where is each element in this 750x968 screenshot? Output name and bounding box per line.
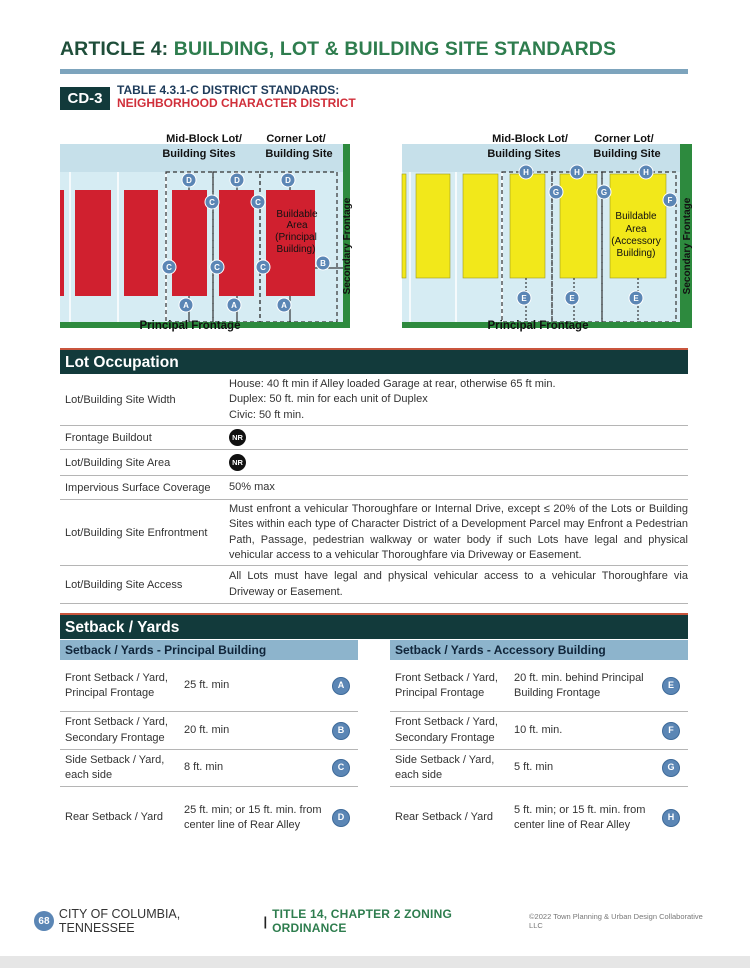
article-name: BUILDING, LOT & BUILDING SITE STANDARDS bbox=[168, 38, 617, 60]
table-row bbox=[390, 712, 688, 750]
buildable-label-4: Building) bbox=[616, 248, 656, 259]
row-value bbox=[226, 375, 688, 425]
marker-f bbox=[663, 193, 677, 207]
row-label: Front Setback / Yard, Principal Frontage bbox=[395, 671, 498, 699]
row-label: Side Setback / Yard, each side bbox=[395, 753, 495, 781]
mid-block-label-1: Mid-Block Lot/ bbox=[166, 133, 242, 145]
article-prefix: ARTICLE 4: bbox=[60, 38, 169, 60]
svg-text:E: E bbox=[521, 294, 527, 303]
marker-d-1 bbox=[182, 173, 196, 187]
row-value bbox=[226, 450, 688, 475]
letter-marker: E bbox=[662, 677, 680, 695]
nr-badge: NR bbox=[229, 454, 246, 471]
row-value: 50% max bbox=[229, 480, 275, 493]
svg-text:E: E bbox=[569, 294, 575, 303]
svg-text:H: H bbox=[574, 168, 580, 177]
buildable-label-2: Area bbox=[286, 220, 308, 231]
letter-marker: H bbox=[662, 809, 680, 827]
row-label: Side Setback / Yard, each side bbox=[65, 753, 165, 781]
mid-block-label-2: Building Sites bbox=[162, 148, 236, 160]
row-label: Lot/Building Site Access bbox=[65, 578, 183, 591]
row-value: 25 ft. min bbox=[184, 679, 230, 692]
mid-block-label-1: Mid-Block Lot/ bbox=[492, 133, 568, 145]
row-label: Front Setback / Yard, Secondary Frontage bbox=[395, 716, 498, 744]
table-title bbox=[117, 84, 356, 110]
marker-a-2 bbox=[227, 298, 241, 312]
row-value: 25 ft. min; or 15 ft. min. from center line of Rear Alley bbox=[184, 803, 322, 831]
letter-marker: B bbox=[332, 722, 350, 740]
page-number: 68 bbox=[34, 911, 54, 931]
marker-g-2 bbox=[597, 185, 611, 199]
principal-setback-header: Setback / Yards - Principal Building bbox=[60, 640, 358, 660]
lot-occupation-table bbox=[60, 375, 688, 604]
row-label: Lot/Building Site Enfrontment bbox=[65, 526, 208, 539]
svg-text:G: G bbox=[600, 188, 608, 197]
width-duplex: Duplex: 50 ft. min for each unit of Duplex bbox=[229, 393, 428, 406]
svg-text:C: C bbox=[209, 198, 215, 207]
svg-text:A: A bbox=[231, 301, 237, 310]
accessory-building-diagram bbox=[402, 128, 692, 334]
principal-building-diagram bbox=[60, 128, 353, 334]
buildable-label-4: Building) bbox=[276, 244, 316, 255]
table-title-line1: TABLE 4.3.1-C DISTRICT STANDARDS: bbox=[117, 83, 340, 97]
row-label: Frontage Buildout bbox=[65, 431, 152, 444]
svg-text:C: C bbox=[166, 263, 172, 272]
marker-g-1 bbox=[549, 185, 563, 199]
row-value: 10 ft. min. bbox=[514, 723, 563, 736]
corner-label-1: Corner Lot/ bbox=[266, 133, 326, 145]
table-row bbox=[60, 661, 358, 712]
table-row bbox=[60, 566, 688, 604]
svg-text:H: H bbox=[643, 168, 649, 177]
corner-label-2: Building Site bbox=[593, 148, 661, 160]
svg-text:D: D bbox=[285, 176, 291, 185]
row-label: Rear Setback / Yard bbox=[65, 811, 164, 824]
access-text: All Lots must have legal and physical vehicular access to a vehicular Thoroughfare via Driveway or Easement. bbox=[229, 570, 688, 598]
row-label: Rear Setback / Yard bbox=[395, 811, 494, 824]
title-rule bbox=[60, 69, 688, 74]
secondary-frontage-label: Secondary Frontage bbox=[342, 197, 353, 295]
width-house: House: 40 ft min if Alley loaded Garage at rear, otherwise 65 ft min. bbox=[229, 377, 556, 390]
table-row bbox=[390, 661, 688, 712]
page-edge bbox=[0, 956, 750, 968]
row-value bbox=[226, 426, 688, 449]
letter-marker: D bbox=[332, 809, 350, 827]
svg-text:E: E bbox=[633, 294, 639, 303]
letter-marker: F bbox=[662, 722, 680, 740]
district-badge: CD-3 bbox=[60, 87, 110, 110]
marker-h-1 bbox=[519, 165, 533, 179]
footer-title: TITLE 14, CHAPTER 2 ZONING ORDINANCE bbox=[272, 907, 452, 935]
marker-e-2 bbox=[565, 291, 579, 305]
marker-c-1 bbox=[205, 195, 219, 209]
mid-block-label-2: Building Sites bbox=[487, 148, 561, 160]
buildable-label-2: Area bbox=[625, 224, 647, 235]
table-row bbox=[60, 426, 688, 450]
marker-c-5 bbox=[256, 260, 270, 274]
footer-city: CITY OF COLUMBIA, TENNESSEE bbox=[58, 907, 181, 935]
nr-badge: NR bbox=[229, 429, 246, 446]
marker-d-3 bbox=[281, 173, 295, 187]
buildable-label-3: (Principal bbox=[275, 232, 317, 243]
corner-label-1: Corner Lot/ bbox=[594, 133, 654, 145]
svg-text:D: D bbox=[234, 176, 240, 185]
article-title bbox=[60, 38, 616, 61]
table-row bbox=[60, 787, 358, 849]
principal-frontage-label: Principal Frontage bbox=[139, 320, 241, 332]
table-row bbox=[60, 750, 358, 787]
svg-text:G: G bbox=[552, 188, 560, 197]
row-value: 20 ft. min bbox=[184, 723, 230, 736]
buildable-label-1: Buildable bbox=[276, 209, 318, 220]
svg-text:H: H bbox=[523, 168, 529, 177]
buildable-label-1: Buildable bbox=[615, 211, 657, 222]
marker-c-2 bbox=[251, 195, 265, 209]
marker-h-2 bbox=[570, 165, 584, 179]
setback-header: Setback / Yards bbox=[60, 613, 688, 639]
table-row bbox=[390, 787, 688, 849]
row-label: Front Setback / Yard, Secondary Frontage bbox=[65, 716, 168, 744]
enfrontment-text: Must enfront a vehicular Thoroughfare or Internal Drive, except ≤ 20% of the Lots or Building Sites within each type of Character District of a Development Parcel may Enfront a Pedestrian Path, Passage, pedestrian walkway or water body if such Lots have legal and physical vehicular access to a vehicular Thoroughfare via Driveway or Easement. bbox=[229, 502, 688, 561]
table-row bbox=[60, 712, 358, 750]
svg-text:A: A bbox=[183, 301, 189, 310]
table-row bbox=[60, 476, 688, 500]
marker-h-3 bbox=[639, 165, 653, 179]
corner-label-2: Building Site bbox=[265, 148, 333, 160]
page-footer bbox=[34, 907, 734, 935]
footer-separator: | bbox=[263, 913, 268, 929]
letter-marker: A bbox=[332, 677, 350, 695]
letter-marker: G bbox=[662, 759, 680, 777]
letter-marker: C bbox=[332, 759, 350, 777]
row-value bbox=[226, 500, 688, 565]
svg-text:B: B bbox=[320, 259, 326, 268]
row-value bbox=[226, 566, 688, 603]
marker-a-3 bbox=[277, 298, 291, 312]
marker-c-4 bbox=[210, 260, 224, 274]
row-value: 20 ft. min. behind Principal Building Frontage bbox=[514, 671, 644, 699]
row-label: Front Setback / Yard, Principal Frontage bbox=[65, 671, 168, 699]
row-label: Impervious Surface Coverage bbox=[65, 481, 211, 494]
accessory-setback-header: Setback / Yards - Accessory Building bbox=[390, 640, 688, 660]
row-label: Lot/Building Site Width bbox=[65, 394, 176, 406]
marker-b bbox=[316, 256, 330, 270]
table-row bbox=[390, 750, 688, 787]
svg-text:A: A bbox=[281, 301, 287, 310]
buildable-label-3: (Accessory bbox=[611, 236, 661, 247]
secondary-frontage-label: Secondary Frontage bbox=[682, 197, 693, 295]
marker-c-3 bbox=[162, 260, 176, 274]
row-value: 5 ft. min; or 15 ft. min. from center line of Rear Alley bbox=[514, 803, 646, 831]
table-row bbox=[60, 375, 688, 426]
lot-occupation-header: Lot Occupation bbox=[60, 348, 688, 374]
table-title-line2: NEIGHBORHOOD CHARACTER DISTRICT bbox=[117, 96, 356, 110]
marker-a-1 bbox=[179, 298, 193, 312]
svg-text:C: C bbox=[214, 263, 220, 272]
footer-copyright: ©2022 Town Planning & Urban Design Collaborative LLC bbox=[529, 912, 703, 930]
marker-d-2 bbox=[230, 173, 244, 187]
accessory-setback-table bbox=[390, 661, 688, 849]
principal-frontage-label: Principal Frontage bbox=[487, 320, 589, 332]
marker-e-1 bbox=[517, 291, 531, 305]
table-row bbox=[60, 450, 688, 476]
row-label: Lot/Building Site Area bbox=[65, 456, 171, 469]
marker-e-3 bbox=[629, 291, 643, 305]
principal-setback-table bbox=[60, 661, 358, 849]
svg-text:C: C bbox=[260, 263, 266, 272]
svg-text:F: F bbox=[667, 196, 673, 205]
row-value: 5 ft. min bbox=[514, 761, 554, 774]
svg-text:C: C bbox=[255, 198, 261, 207]
svg-text:D: D bbox=[186, 176, 192, 185]
width-civic: Civic: 50 ft min. bbox=[229, 408, 305, 421]
table-row bbox=[60, 500, 688, 566]
row-value: 8 ft. min bbox=[184, 761, 224, 774]
